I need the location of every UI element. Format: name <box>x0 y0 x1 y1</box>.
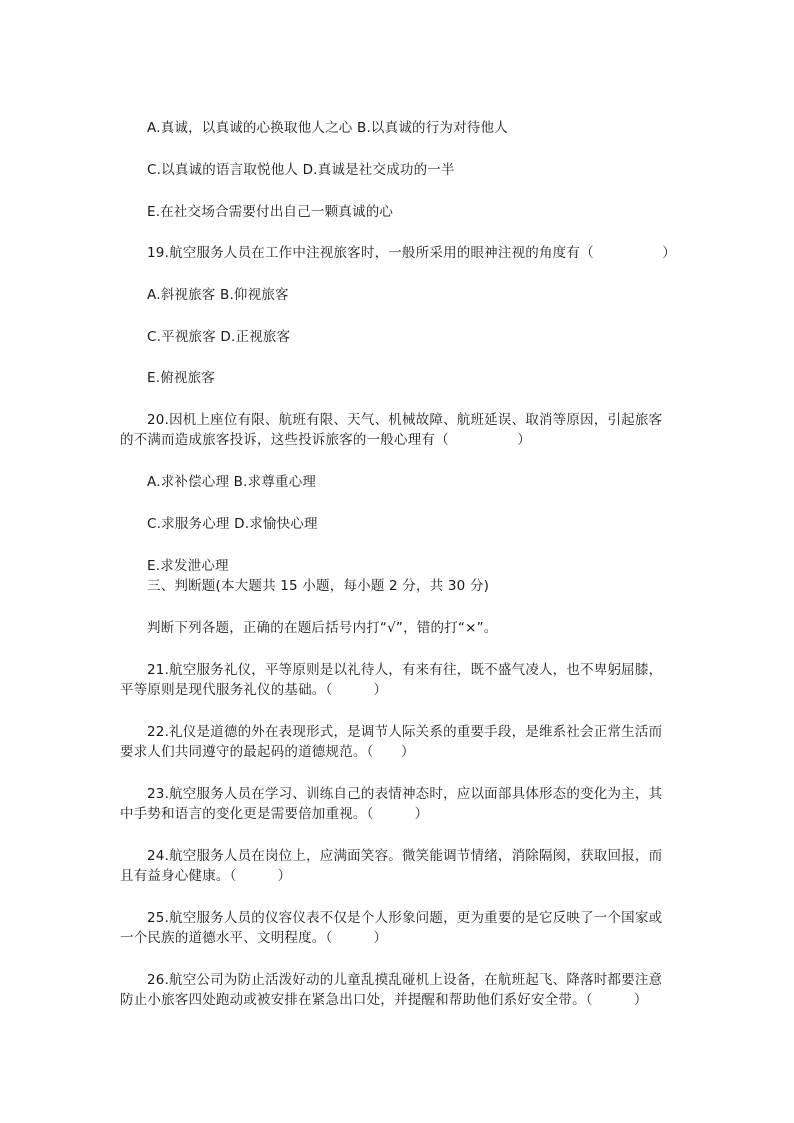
question-21-cont: 平等原则是现代服务礼仪的基础。（ ） <box>120 682 388 698</box>
question-23-cont: 中手势和语言的变化更是需要倍加重视。（ ） <box>120 806 429 822</box>
option-line: A.真诚，以真诚的心换取他人之心 B.以真诚的行为对待他人 <box>147 120 508 136</box>
option-line: A.求补偿心理 B.求尊重心理 <box>147 474 317 490</box>
question-22: 22.礼仪是道德的外在表现形式，是调节人际关系的重要手段，是维系社会正常生活而 <box>147 724 663 740</box>
question-25: 25.航空服务人员的仪容仪表不仅是个人形象问题，更为重要的是它反映了一个国家或 <box>147 910 663 926</box>
question-20: 20.因机上座位有限、航班有限、天气、机械故障、航班延误、取消等原因，引起旅客 <box>147 412 663 428</box>
option-line: E.俯视旅客 <box>147 370 216 386</box>
option-line: A.斜视旅客 B.仰视旅客 <box>147 287 289 303</box>
question-20-cont: 的不满而造成旅客投诉，这些投诉旅客的一般心理有（ ） <box>120 432 531 448</box>
instructions: 判断下列各题，正确的在题后括号内打“√”，错的打“×”。 <box>147 620 498 636</box>
option-line: C.求服务心理 D.求愉快心理 <box>147 516 318 532</box>
question-25-cont: 一个民族的道德水平、文明程度。（ ） <box>120 930 388 946</box>
option-line: C.以真诚的语言取悦他人 D.真诚是社交成功的一半 <box>147 162 455 178</box>
question-21: 21.航空服务礼仪，平等原则是以礼待人，有来有往，既不盛气凌人，也不卑躬屈膝， <box>147 662 663 678</box>
question-23: 23.航空服务人员在学习、训练自己的表情神态时，应以面部具体形态的变化为主，其 <box>147 786 663 802</box>
question-26: 26.航空公司为防止活泼好动的儿童乱摸乱碰机上设备，在航班起飞、降落时都要注意 <box>147 972 663 988</box>
question-19: 19.航空服务人员在工作中注视旅客时，一般所采用的眼神注视的角度有（ ） <box>147 245 676 261</box>
option-line: C.平视旅客 D.正视旅客 <box>147 329 291 345</box>
section-heading: 三、判断题(本大题共 15 小题，每小题 2 分，共 30 分) <box>147 578 490 594</box>
option-line: E.求发泄心理 <box>147 558 229 574</box>
question-24-cont: 且有益身心健康。（ ） <box>120 868 292 884</box>
option-line: E.在社交场合需要付出自己一颗真诚的心 <box>147 204 394 220</box>
question-26-cont: 防止小旅客四处跑动或被安排在紧急出口处，并提醒和帮助他们系好安全带。（ ） <box>120 992 648 1008</box>
question-24: 24.航空服务人员在岗位上，应满面笑容。微笑能调节情绪，消除隔阂，获取回报，而 <box>147 848 663 864</box>
question-22-cont: 要求人们共同遵守的最起码的道德规范。（ ） <box>120 744 415 760</box>
